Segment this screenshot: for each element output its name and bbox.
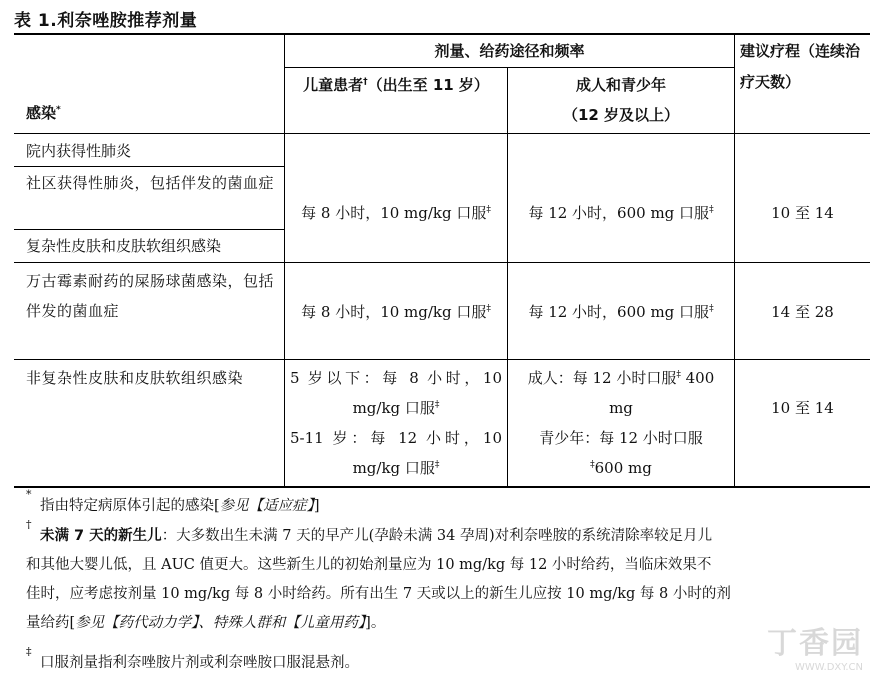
row1-infection-2: 社区获得性肺炎，包括伴发的菌血症 [26, 174, 275, 192]
oral-footnote-mark: ‡ [486, 304, 491, 314]
oral-footnote-mark: ‡ [590, 460, 595, 470]
row3-adult-a1-text: 成人：每 12 小时口服 [527, 369, 677, 387]
header-pediatric [285, 70, 507, 100]
row2-infection: 万古霉素耐药的屎肠球菌感染，包括伴发的菌血症 [26, 272, 275, 320]
footnote-dagger-line4 [26, 609, 385, 638]
footnote-star-end: ] [313, 498, 320, 514]
pediatric-footnote-mark: † [363, 77, 368, 87]
footnote-dagger-symbol: † [26, 518, 32, 531]
row1-pediatric-text: 每 8 小时，10 mg/kg 口服 [301, 204, 487, 222]
row2-pediatric-text: 每 8 小时，10 mg/kg 口服 [301, 303, 487, 321]
row1-pediatric-dose [285, 198, 507, 228]
header-infection-label: 感染 [26, 104, 57, 122]
footnote-star-symbol: * [26, 488, 32, 501]
row3-pediatric-a2-text: mg/kg 口服 [352, 399, 435, 417]
header-bottom-rule [14, 133, 870, 134]
row3-adult-b2 [514, 453, 728, 483]
row2-adult-text: 每 12 小时，600 mg 口服 [528, 303, 710, 321]
header-dose-group: 剂量、给药途径和频率 [434, 42, 585, 60]
footnote-dagger-line1 [40, 522, 870, 551]
oral-footnote-mark: ‡ [434, 400, 440, 410]
watermark-logo [767, 618, 863, 673]
infection-footnote-mark: * [56, 105, 61, 115]
footnote-star-ref: 参见【适应症】 [219, 498, 314, 514]
row3-pediatric-b1: 5-11 岁：每 12 小时，10 [290, 429, 502, 447]
watermark-url: WWW.DXY.CN [795, 662, 863, 673]
header-adult-line2: （12 岁及以上） [562, 106, 680, 124]
row-divider-2 [14, 359, 870, 360]
footnote-star [40, 492, 320, 521]
footnote-dagger-line3: 佳时，应考虑按剂量 10 mg/kg 每 8 小时给药。所有出生 7 天或以上的新生儿应按 10 mg/kg 每 8 小时的剂 [26, 586, 731, 602]
footnote-ddagger-symbol: ‡ [26, 645, 32, 658]
infection-divider-2 [14, 229, 284, 230]
watermark-brand: 丁香园 [767, 626, 863, 661]
footnote-dagger-ref: 参见【药代动力学】、特殊人群和【儿童用药】 [75, 615, 366, 631]
row1-adult-text: 每 12 小时，600 mg 口服 [528, 204, 710, 222]
row3-adult-a1 [514, 363, 728, 393]
header-pediatric-range: （出生至 11 岁） [367, 76, 489, 94]
row3-infection: 非复杂性皮肤和皮肤软组织感染 [26, 369, 244, 387]
oral-footnote-mark: ‡ [709, 304, 714, 314]
oral-footnote-mark: ‡ [676, 370, 681, 380]
footnote-dagger-line2: 和其他大婴儿低，且 AUC 值更大。这些新生儿的初始剂量应为 10 mg/kg 每 12 小时给药，当临床效果不 [26, 557, 712, 573]
row3-pediatric-b2-text: mg/kg 口服 [352, 459, 435, 477]
row3-pediatric-a2 [290, 393, 502, 423]
row1-adult-dose [508, 198, 734, 228]
row3-duration: 10 至 14 [771, 399, 834, 417]
footnote-star-text: 指由特定病原体引起的感染[ [40, 498, 220, 514]
footnote-ddagger: 口服剂量指利奈唑胺片剂或利奈唑胺口服混悬剂。 [40, 655, 359, 671]
header-adult-line1: 成人和青少年 [575, 76, 666, 94]
row3-adult-b2-text: 600 mg [594, 459, 652, 477]
table-top-rule [14, 33, 870, 35]
row3-pediatric-b2 [290, 453, 502, 483]
footnote-dagger-l1: ：大多数出生未满 7 天的早产儿(孕龄未满 34 孕周)对利奈唑胺的系统清除率较足月儿 [161, 528, 713, 544]
row1-infection-1: 院内获得性肺炎 [26, 142, 132, 160]
table-title: 表 1.利奈唑胺推荐剂量 [14, 11, 198, 31]
row3-pediatric-a1: 5 岁以下：每 8 小时，10 [290, 369, 502, 387]
row1-duration: 10 至 14 [771, 204, 834, 222]
col-divider-2 [507, 67, 508, 487]
row2-adult-dose [508, 297, 734, 327]
footnote-dagger [40, 522, 870, 551]
row2-duration: 14 至 28 [771, 303, 834, 321]
table-bottom-rule [14, 486, 870, 488]
infection-divider-1 [14, 166, 284, 167]
oral-footnote-mark: ‡ [486, 205, 491, 215]
footnote-dagger-bold: 未满 7 天的新生儿 [40, 528, 162, 544]
row3-adult-b1: 青少年：每 12 小时口服 [539, 429, 703, 447]
row2-pediatric-dose [285, 297, 507, 327]
row1-infection-3: 复杂性皮肤和皮肤软组织感染 [26, 237, 222, 255]
footnote-dagger-l4end: ]。 [365, 615, 386, 631]
row3-adult-a2: mg [609, 399, 633, 417]
oral-footnote-mark: ‡ [709, 205, 714, 215]
dose-header-divider [284, 67, 735, 68]
header-duration: 建议疗程（连续治疗天数） [740, 42, 861, 91]
header-pediatric-label: 儿童患者 [303, 76, 364, 94]
row-divider-1 [14, 262, 870, 263]
col-divider-1 [284, 34, 285, 487]
row3-adult-a1-tail: 400 [680, 369, 715, 387]
row3-adult-dose [514, 363, 728, 483]
header-adult [508, 70, 734, 130]
footnote-dagger-l4a: 量给药[ [26, 615, 76, 631]
row3-pediatric-dose [290, 363, 502, 483]
header-infection [26, 98, 61, 128]
oral-footnote-mark: ‡ [434, 460, 440, 470]
